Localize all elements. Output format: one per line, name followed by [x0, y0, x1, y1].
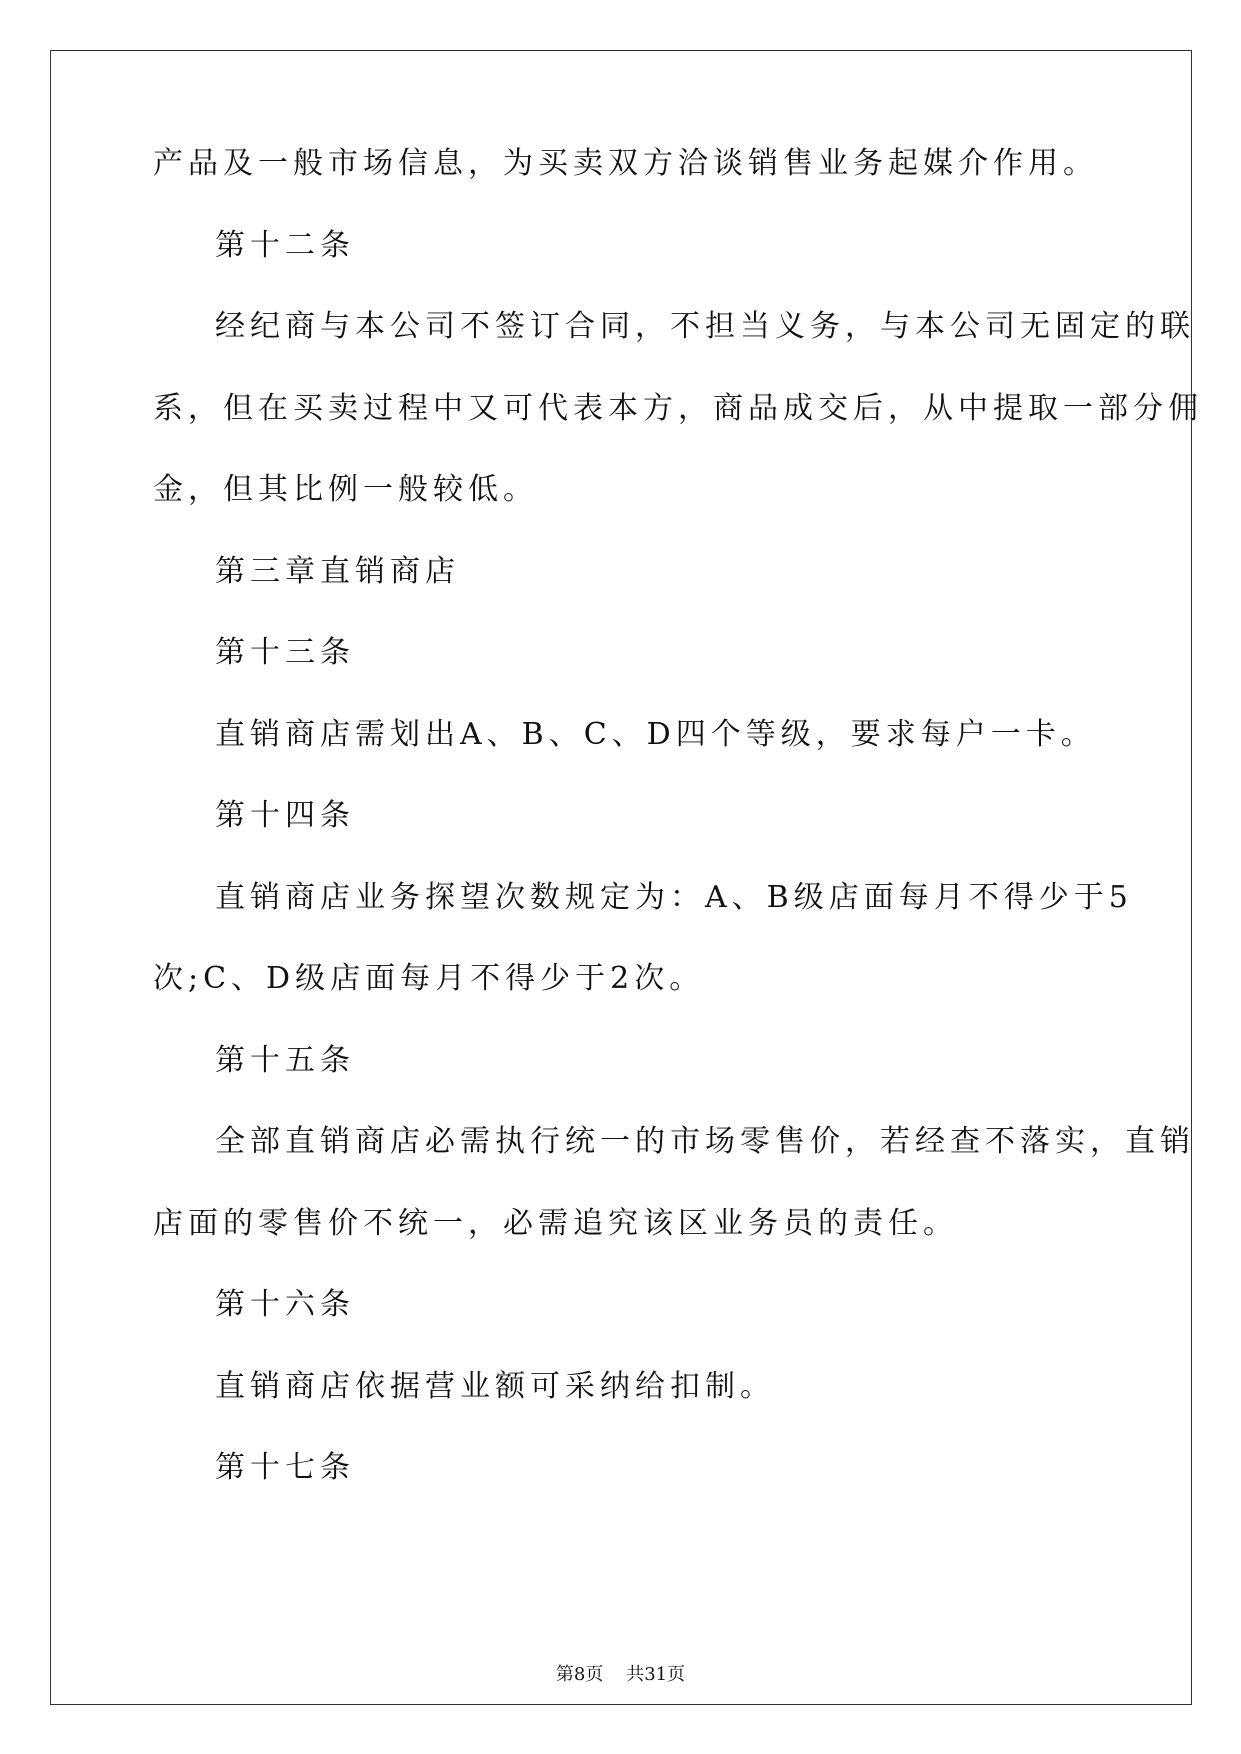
- article-heading: 第十三条: [215, 635, 355, 670]
- article-heading: 第十七条: [215, 1450, 355, 1485]
- paragraph-line: 系，但在买卖过程中又可代表本方，商品成交后，从中提取一部分佣: [153, 390, 1203, 426]
- article-heading: 第十五条: [215, 1042, 355, 1078]
- paragraph-line: 产品及一般市场信息，为买卖双方洽谈销售业务起媒介作用。: [153, 146, 1098, 181]
- paragraph-line: 店面的零售价不统一，必需追究该区业务员的责任。: [153, 1205, 958, 1241]
- article-heading: 第十六条: [215, 1287, 355, 1322]
- paragraph-line: 金，但其比例一般较低。: [153, 472, 538, 507]
- paragraph-line: 经纪商与本公司不签订合同，不担当义务，与本公司无固定的联: [215, 309, 1195, 344]
- paragraph-line: 直销商店业务探望次数规定为：A、B级店面每月不得少于5: [215, 879, 1133, 915]
- document-body: [153, 146, 1203, 1549]
- page-number: 第8页: [555, 1664, 604, 1685]
- article-heading: 第十二条: [215, 227, 355, 263]
- article-heading: 第十四条: [215, 798, 355, 833]
- paragraph-line: 直销商店需划出A、B、C、D四个等级，要求每户一卡。: [215, 716, 1096, 752]
- paragraph-line: 全部直销商店必需执行统一的市场零售价，若经查不落实，直销: [215, 1124, 1195, 1159]
- paragraph-line: 次;C、D级店面每月不得少于2次。: [153, 961, 705, 996]
- page-total: 共31页: [626, 1664, 686, 1685]
- chapter-heading: 第三章直销商店: [215, 553, 460, 589]
- paragraph-line: 直销商店依据营业额可采纳给扣制。: [215, 1368, 775, 1404]
- page-footer: [0, 1660, 1241, 1686]
